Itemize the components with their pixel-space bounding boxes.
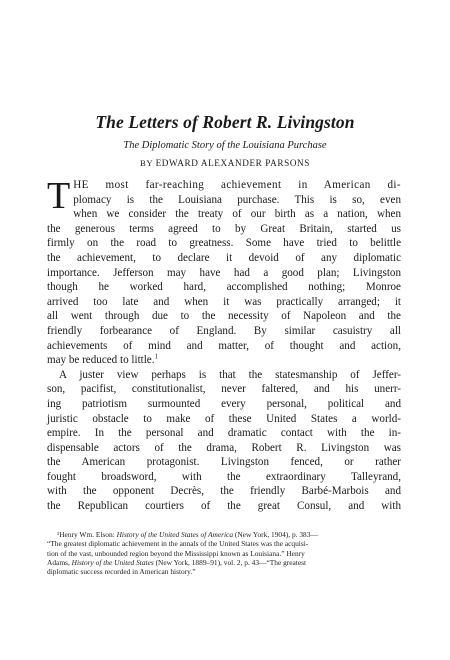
- footnote-text: ¹Henry Wm. Elson:: [57, 530, 117, 539]
- body-line: the generous terms agreed to by Great Britain, started us: [47, 222, 401, 235]
- article-title: The Letters of Robert R. Livingston: [95, 112, 355, 132]
- footnote-book-title: History of the United States of America: [116, 530, 234, 539]
- body-line: arrived too late and when it was practically arranged; it: [47, 295, 401, 308]
- body-line-last: [47, 353, 401, 368]
- footnote-line: [47, 530, 401, 539]
- footnote-line: [47, 558, 401, 567]
- author-name: EDWARD ALEXANDER PARSONS: [155, 158, 311, 168]
- footnote-line: diplomatic success recorded in American history.”: [47, 567, 196, 577]
- body-line: the achievement, to declare it devoid of any diplomatic: [47, 251, 401, 264]
- body-line: ing patriotism surmounted every personal, political and: [47, 397, 401, 410]
- footnote-line: tion of the vast, unbounded region beyond the Mississippi known as Louisiana.” Henry: [47, 548, 305, 558]
- paragraph-2: [47, 368, 401, 514]
- footnote-text: (New York, 1889–91), vol. 2, p. 43—“The greatest: [153, 557, 307, 567]
- paragraph-1: [47, 175, 401, 368]
- body-line: fought broadsword, with the extraordinary Talleyrand,: [47, 470, 401, 483]
- body-line: son, pacifist, constitutionalist, never faltered, and his unerr-: [47, 383, 401, 396]
- body-line: HE most far-reaching achievement in American di-: [73, 179, 401, 191]
- body-line: empire. In the personal and dramatic contact with the in-: [47, 427, 401, 440]
- body-line: with the opponent Decrès, the friendly Barbé-Marbois and: [47, 485, 401, 498]
- body-line: though he worked hard, accomplished nothing; Monroe: [47, 281, 401, 294]
- body-line: importance. Jefferson may have had a good plan; Livingston: [47, 266, 401, 279]
- body-line: achievements of mind and matter, of thought and action,: [47, 339, 401, 352]
- footnotes: [47, 530, 401, 576]
- body-line-text: may be reduced to little.: [47, 354, 155, 367]
- body-line: the American protagonist. Livingston fenced, or rather: [47, 456, 401, 469]
- body-line: juristic obstacle to make of these United States a world-: [47, 412, 401, 425]
- body-line: friendly forbearance of England. By similar casuistry all: [47, 324, 401, 337]
- article-subtitle: The Diplomatic Story of the Louisiana Purchase: [123, 140, 327, 151]
- byline: [40, 158, 410, 168]
- body-line: dispensable actors of the drama, Robert R. Livingston was: [47, 441, 401, 454]
- footnote-text: Adams,: [47, 557, 72, 567]
- footnote-book-title: History of the United States: [71, 557, 154, 567]
- body-line: when we consider the treaty of our birth as a nation, when: [73, 208, 401, 221]
- footnote-line: “The greatest diplomatic achievement in the annals of the United States was the acquisi-: [47, 539, 309, 549]
- drop-cap: T: [47, 175, 71, 217]
- footnote-ref[interactable]: 1: [154, 352, 159, 361]
- body-line: A juster view perhaps is that the statesmanship of Jeffer-: [59, 368, 401, 381]
- body-line: firmly on the road to greatness. Some have tried to belittle: [47, 237, 401, 250]
- body-line: all went through due to the necessity of Napoleon and the: [47, 310, 401, 323]
- footnote-text: (New York, 1904), p. 383—: [233, 530, 318, 539]
- article-body: [47, 175, 401, 514]
- byline-prefix: BY: [139, 158, 153, 168]
- body-line: the Republican courtiers of the great Consul, and with: [47, 500, 401, 513]
- body-line: plomacy is the Louisiana purchase. This is so, even: [73, 193, 401, 206]
